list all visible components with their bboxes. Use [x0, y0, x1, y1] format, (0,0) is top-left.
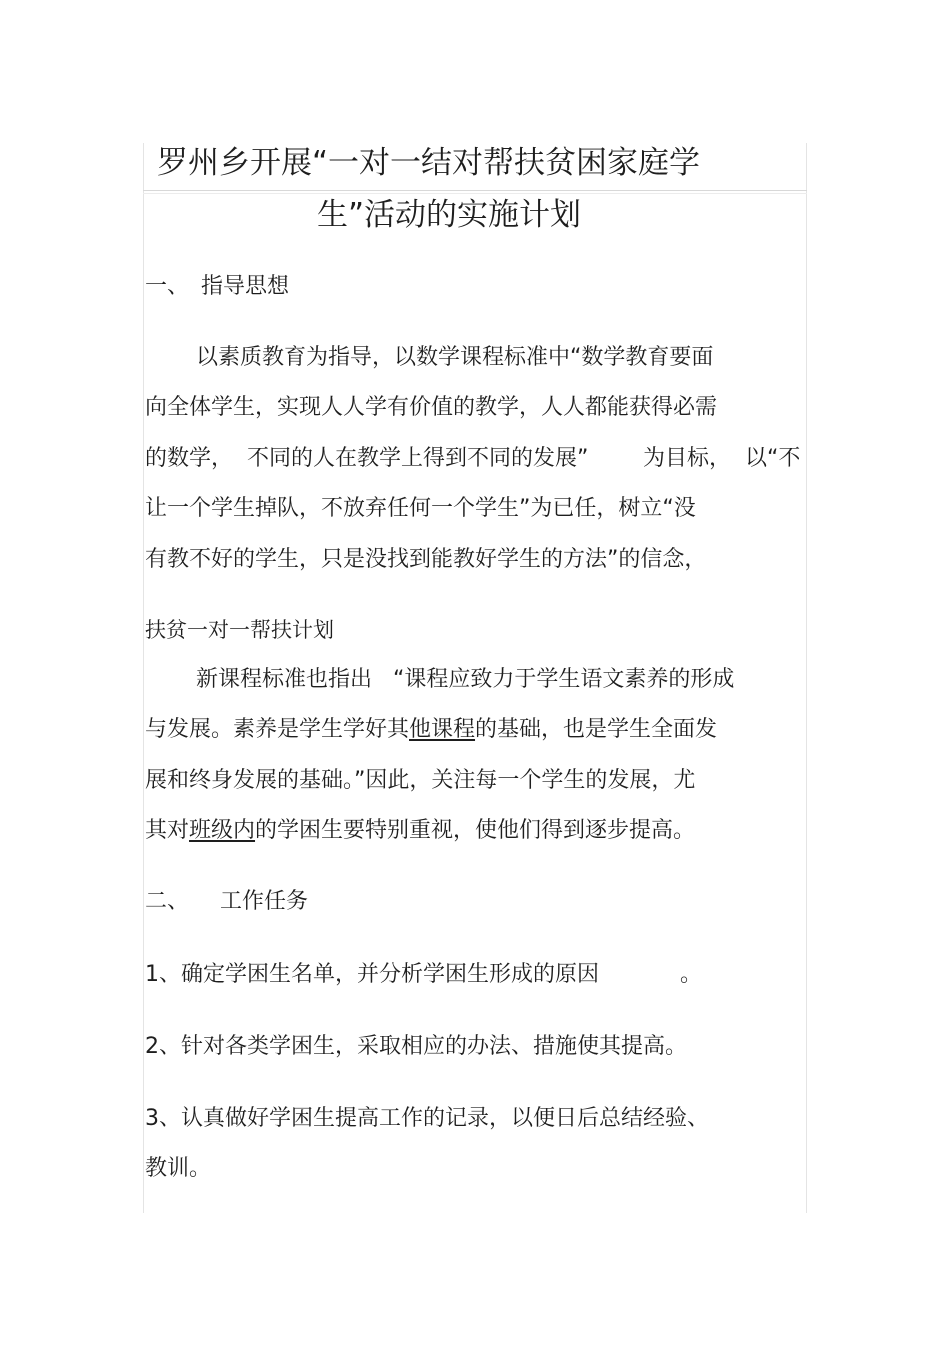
paragraph-line: [145, 719, 717, 741]
task-text: 3、认真做好学困生提高工作的记录，以便日后总结经验、: [145, 1106, 709, 1131]
paragraph-line: 让一个学生掉队，不放弃任何一个学生”为已任，树立“没: [145, 496, 696, 521]
title-line-2: 生”活动的实施计划: [317, 197, 582, 233]
text-run: 的基础，也是学生全面发: [475, 717, 718, 742]
sub-heading: 扶贫一对一帮扶计划: [145, 618, 334, 642]
paragraph-line: 为目标， 以“不: [643, 446, 801, 471]
paragraph-line: 向全体学生，实现人人学有价值的教学，人人都能获得必需: [145, 395, 718, 420]
underlined-text: 班级内: [189, 818, 256, 843]
task-end-mark: 。: [680, 962, 703, 987]
paragraph-line: 展和终身发展的基础。”因此，关注每一个学生的发展，尤: [145, 768, 696, 793]
task-item-2: 2、针对各类学困生，采取相应的办法、措施使其提高。: [145, 1034, 687, 1059]
section-title: 工作任务: [220, 889, 309, 914]
header-rule-2: [143, 193, 807, 194]
task-text: 1、确定学困生名单，并分析学困生形成的原因: [145, 962, 599, 987]
title-line-1: 罗州乡开展“一对一结对帮扶贫困家庭学: [157, 145, 701, 181]
section-number: 一、: [145, 274, 190, 299]
text-run: 与发展。素养是学生学好其: [145, 717, 410, 742]
header-rule: [143, 190, 807, 191]
page-border-left: [143, 143, 144, 1213]
underlined-text: 他课程: [409, 717, 476, 742]
paragraph-line: 有教不好的学生，只是没找到能教好学生的方法”的信念，: [145, 547, 707, 572]
text-run: 的学困生要特别重视，使他们得到逐步提高。: [255, 818, 696, 843]
text-run: 其对: [145, 818, 190, 843]
paragraph-line: 新课程标准也指出 “课程应致力于学生语文素养的形成: [196, 667, 735, 692]
paragraph-line: 以素质教育为指导，以数学课程标准中“数学教育要面: [196, 345, 714, 370]
task-text: 教训。: [145, 1156, 212, 1181]
paragraph-line: 的数学， 不同的人在教学上得到不同的发展”: [145, 446, 589, 471]
section-title: 指导思想: [201, 274, 290, 299]
paragraph-line: [145, 820, 695, 842]
page-border-right: [806, 143, 807, 1213]
section-number: 二、: [145, 889, 190, 914]
